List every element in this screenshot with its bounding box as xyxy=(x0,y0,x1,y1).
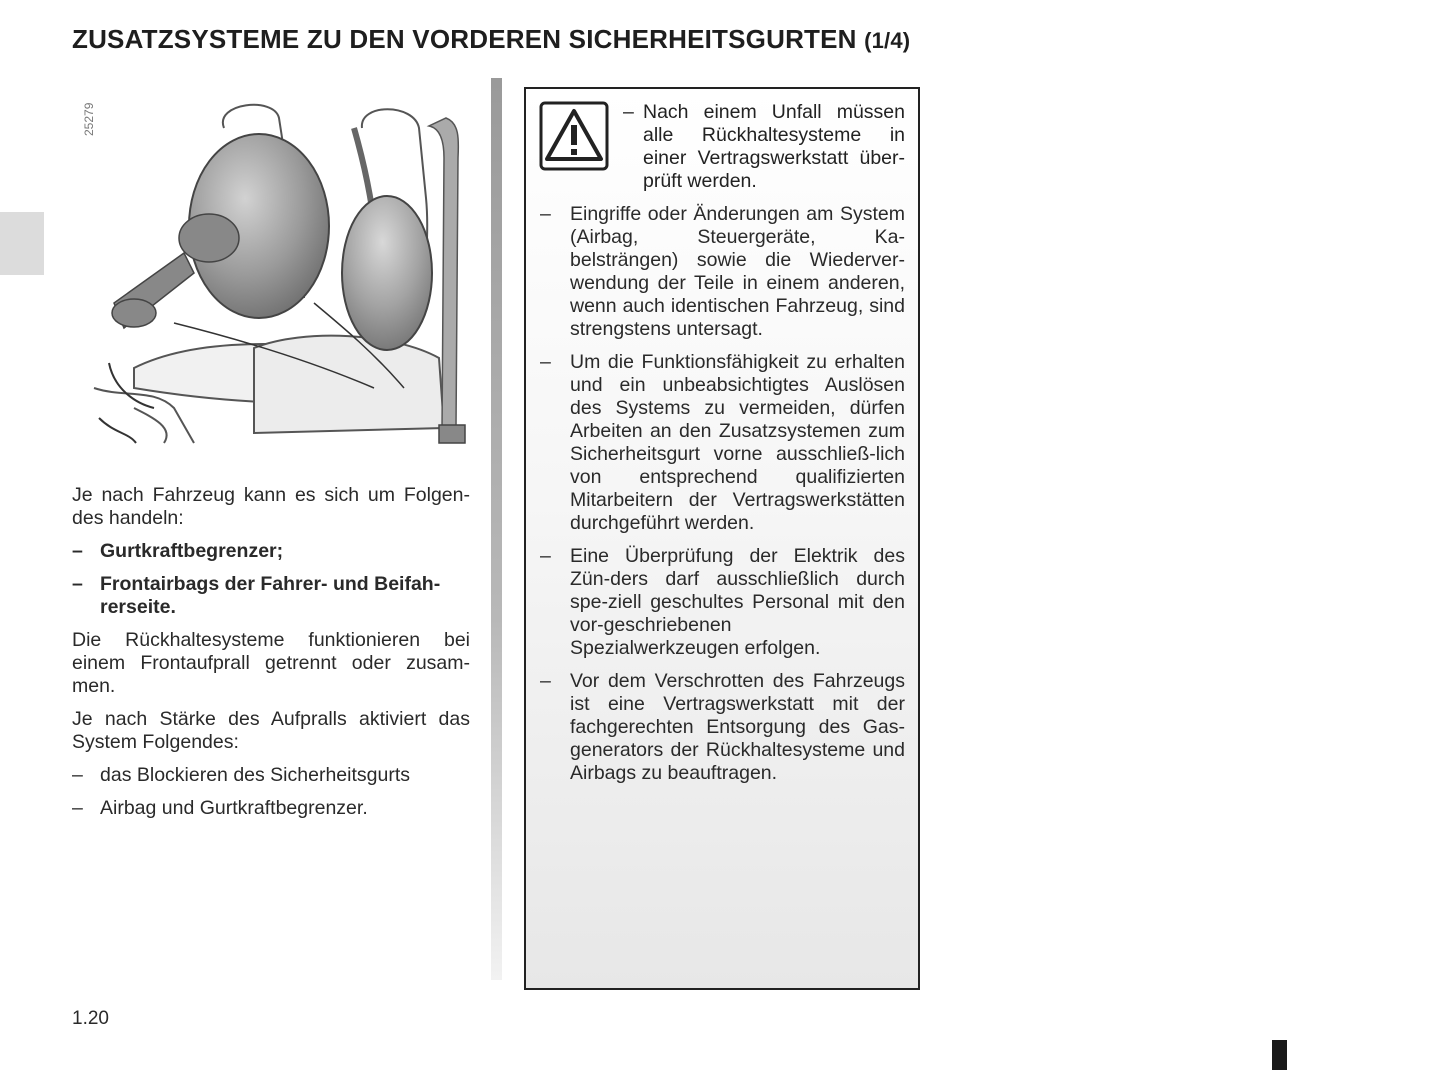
list-dash: – xyxy=(540,351,551,373)
list-dash: – xyxy=(540,203,551,225)
list-dash: – xyxy=(623,101,634,123)
list-item xyxy=(72,764,470,787)
list-dash: – xyxy=(540,545,551,567)
warning-item-text: Nach einem Unfall müssen alle Rückhaltesysteme in einer Vertragswerkstatt über-prüft werden. xyxy=(643,101,905,192)
warning-item-text: Um die Funktionsfähigkeit zu erhalten und ein unbeabsichtigtes Auslösen des Systems zu vermeiden, dürfen Arbeiten an den Zusatzsystemen zum Sicherheitsgurt vorne ausschließ-lich von entsprechend qualifizierten Mitarbeitern der Vertragswerkstätten durchgeführt werden. xyxy=(570,351,905,534)
warning-item-text: Vor dem Verschrotten des Fahrzeugs ist eine Vertragswerkstatt mit der fachgerechten Entsorgung des Gas-generators der Rückhaltesysteme und Airbags zu beauftragen. xyxy=(570,670,905,784)
page-title xyxy=(72,24,910,55)
warning-box xyxy=(524,87,920,990)
list-dash: – xyxy=(72,764,83,786)
warning-triangle-icon xyxy=(539,101,609,171)
warning-first-item xyxy=(623,101,905,193)
intro-text: Je nach Fahrzeug kann es sich um Folgen-des handeln: xyxy=(72,484,470,529)
figure-id: 25279 xyxy=(82,102,96,136)
warning-item-text: Eine Überprüfung der Elektrik des Zün-ders darf ausschließlich durch spe-ziell geschultes Personal mit den vor-geschriebenen Spezialwerkzeugen erfolgen. xyxy=(570,545,905,659)
bold-list-item xyxy=(72,573,470,619)
list-dash: – xyxy=(72,797,83,819)
warning-item xyxy=(540,545,905,660)
section-side-tab xyxy=(0,212,44,275)
page-number: 1.20 xyxy=(72,1008,109,1029)
bold-list-item xyxy=(72,540,470,563)
paragraph: Die Rückhaltesysteme funktionieren bei einem Frontaufprall getrennt oder zusam-men. xyxy=(72,629,470,697)
page-corner-mark xyxy=(1272,1040,1287,1070)
page-indicator: (1/4) xyxy=(864,28,911,53)
warning-list xyxy=(540,203,905,795)
warning-item xyxy=(540,670,905,785)
list-dash: – xyxy=(72,540,83,562)
warning-item xyxy=(540,203,905,341)
column-divider xyxy=(491,78,502,980)
list-item-text: das Blockieren des Sicherheitsgurts xyxy=(100,764,410,786)
title-text: ZUSATZSYSTEME ZU DEN VORDEREN SICHERHEITSGURTEN xyxy=(72,24,857,54)
left-column xyxy=(72,484,470,830)
airbag-seat-illustration xyxy=(74,88,474,453)
list-dash: – xyxy=(540,670,551,692)
bold-list-item-text: Frontairbags der Fahrer- und Beifah-rerseite. xyxy=(100,573,441,618)
warning-item xyxy=(540,351,905,535)
list-item xyxy=(72,797,470,820)
list-dash: – xyxy=(72,573,83,595)
paragraph: Je nach Stärke des Aufpralls aktiviert das System Folgendes: xyxy=(72,708,470,753)
bold-list-item-text: Gurtkraftbegrenzer; xyxy=(100,540,284,562)
list-item-text: Airbag und Gurtkraftbegrenzer. xyxy=(100,797,368,819)
warning-item-text: Eingriffe oder Änderungen am System (Airbag, Steuergeräte, Ka-belsträngen) sowie die Wiederver-wendung der Teile in einem anderen, wenn auch identischen Fahrzeug, sind strengstens untersagt. xyxy=(570,203,905,340)
